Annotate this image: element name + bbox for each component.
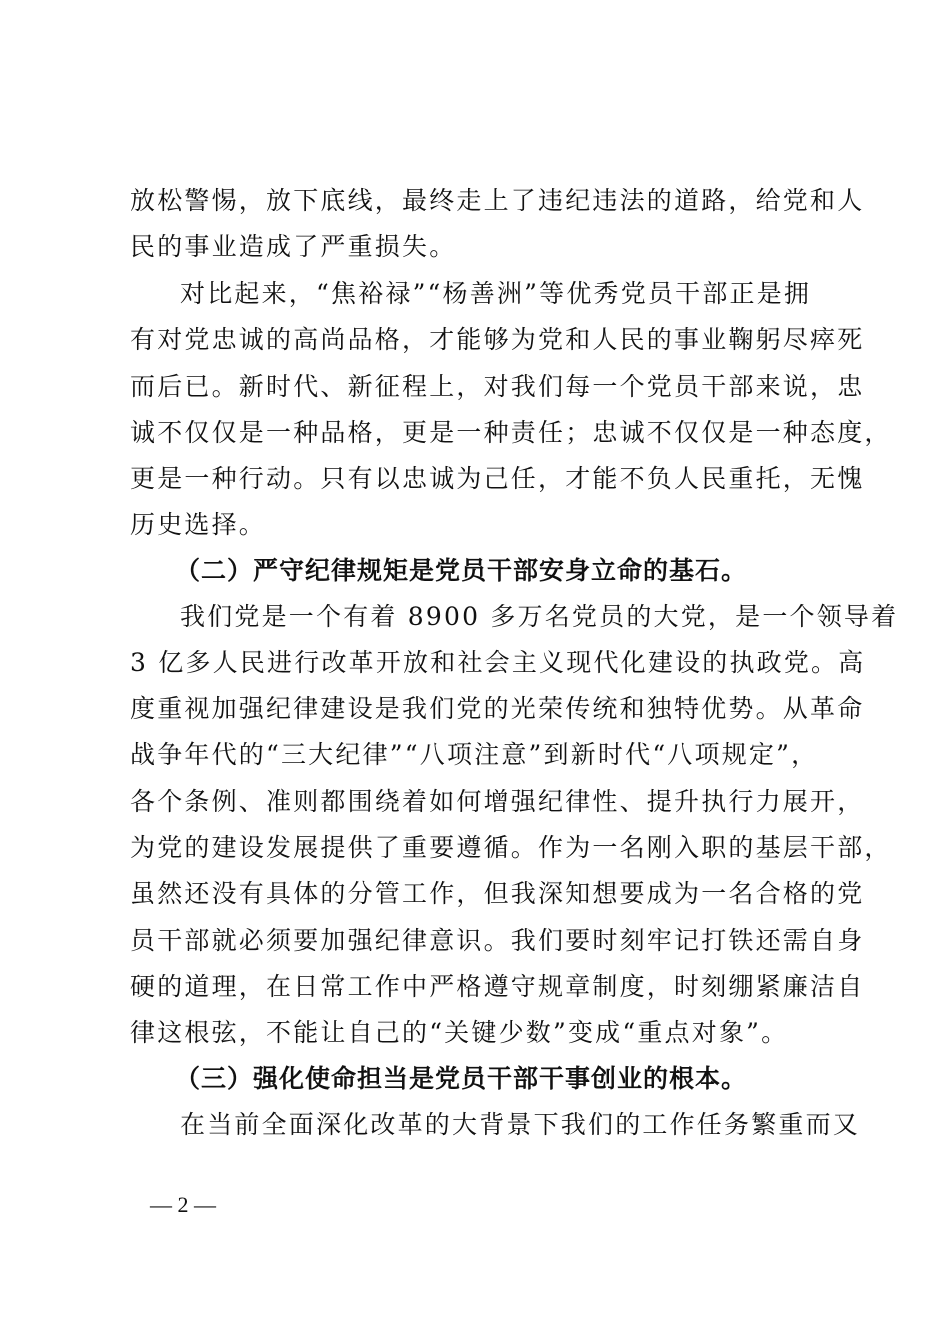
body-text-line: 对比起来，“焦裕禄”“杨善洲”等优秀党员干部正是拥 [180,279,812,308]
body-text-line: 硬的道理，在日常工作中严格遵守规章制度，时刻绷紧廉洁自 [130,972,865,1001]
section-heading-3: （三）强化使命担当是党员干部干事创业的根本。 [175,1064,748,1093]
body-text-line: 而后已。新时代、新征程上，对我们每一个党员干部来说，忠 [130,372,865,401]
body-text-line: 诚不仅仅是一种品格，更是一种责任；忠诚不仅仅是一种态度， [130,418,892,447]
body-text-line: 有对党忠诚的高尚品格，才能够为党和人民的事业鞠躬尽瘁死 [130,325,865,354]
page-number: — 2 — [150,1192,216,1217]
body-text-line: 度重视加强纪律建设是我们党的光荣传统和独特优势。从革命 [130,694,865,723]
body-text-line: 虽然还没有具体的分管工作，但我深知想要成为一名合格的党 [130,879,865,908]
body-text-line: 更是一种行动。只有以忠诚为己任，才能不负人民重托，无愧 [130,464,865,493]
body-text-line: 为党的建设发展提供了重要遵循。作为一名刚入职的基层干部， [130,833,892,862]
body-text-line: 民的事业造成了严重损失。 [130,232,457,261]
body-text-line: 我们党是一个有着 8900 多万名党员的大党，是一个领导着 [180,602,899,631]
body-text-line: 放松警惕，放下底线，最终走上了违纪违法的道路，给党和人 [130,186,865,215]
body-text-line: 员干部就必须要加强纪律意识。我们要时刻牢记打铁还需自身 [130,926,865,955]
body-text-line: 各个条例、准则都围绕着如何增强纪律性、提升执行力展开， [130,787,865,816]
section-heading-2: （二）严守纪律规矩是党员干部安身立命的基石。 [175,556,748,585]
body-text-line: 在当前全面深化改革的大背景下我们的工作任务繁重而又 [180,1110,861,1139]
body-text-line: 3 亿多人民进行改革开放和社会主义现代化建设的执政党。高 [130,648,866,677]
body-text-line: 战争年代的“三大纪律”“八项注意”到新时代“八项规定”， [130,740,819,769]
body-text-line: 历史选择。 [130,510,267,539]
body-text-line: 律这根弦，不能让自己的“关键少数”变成“重点对象”。 [130,1018,789,1047]
